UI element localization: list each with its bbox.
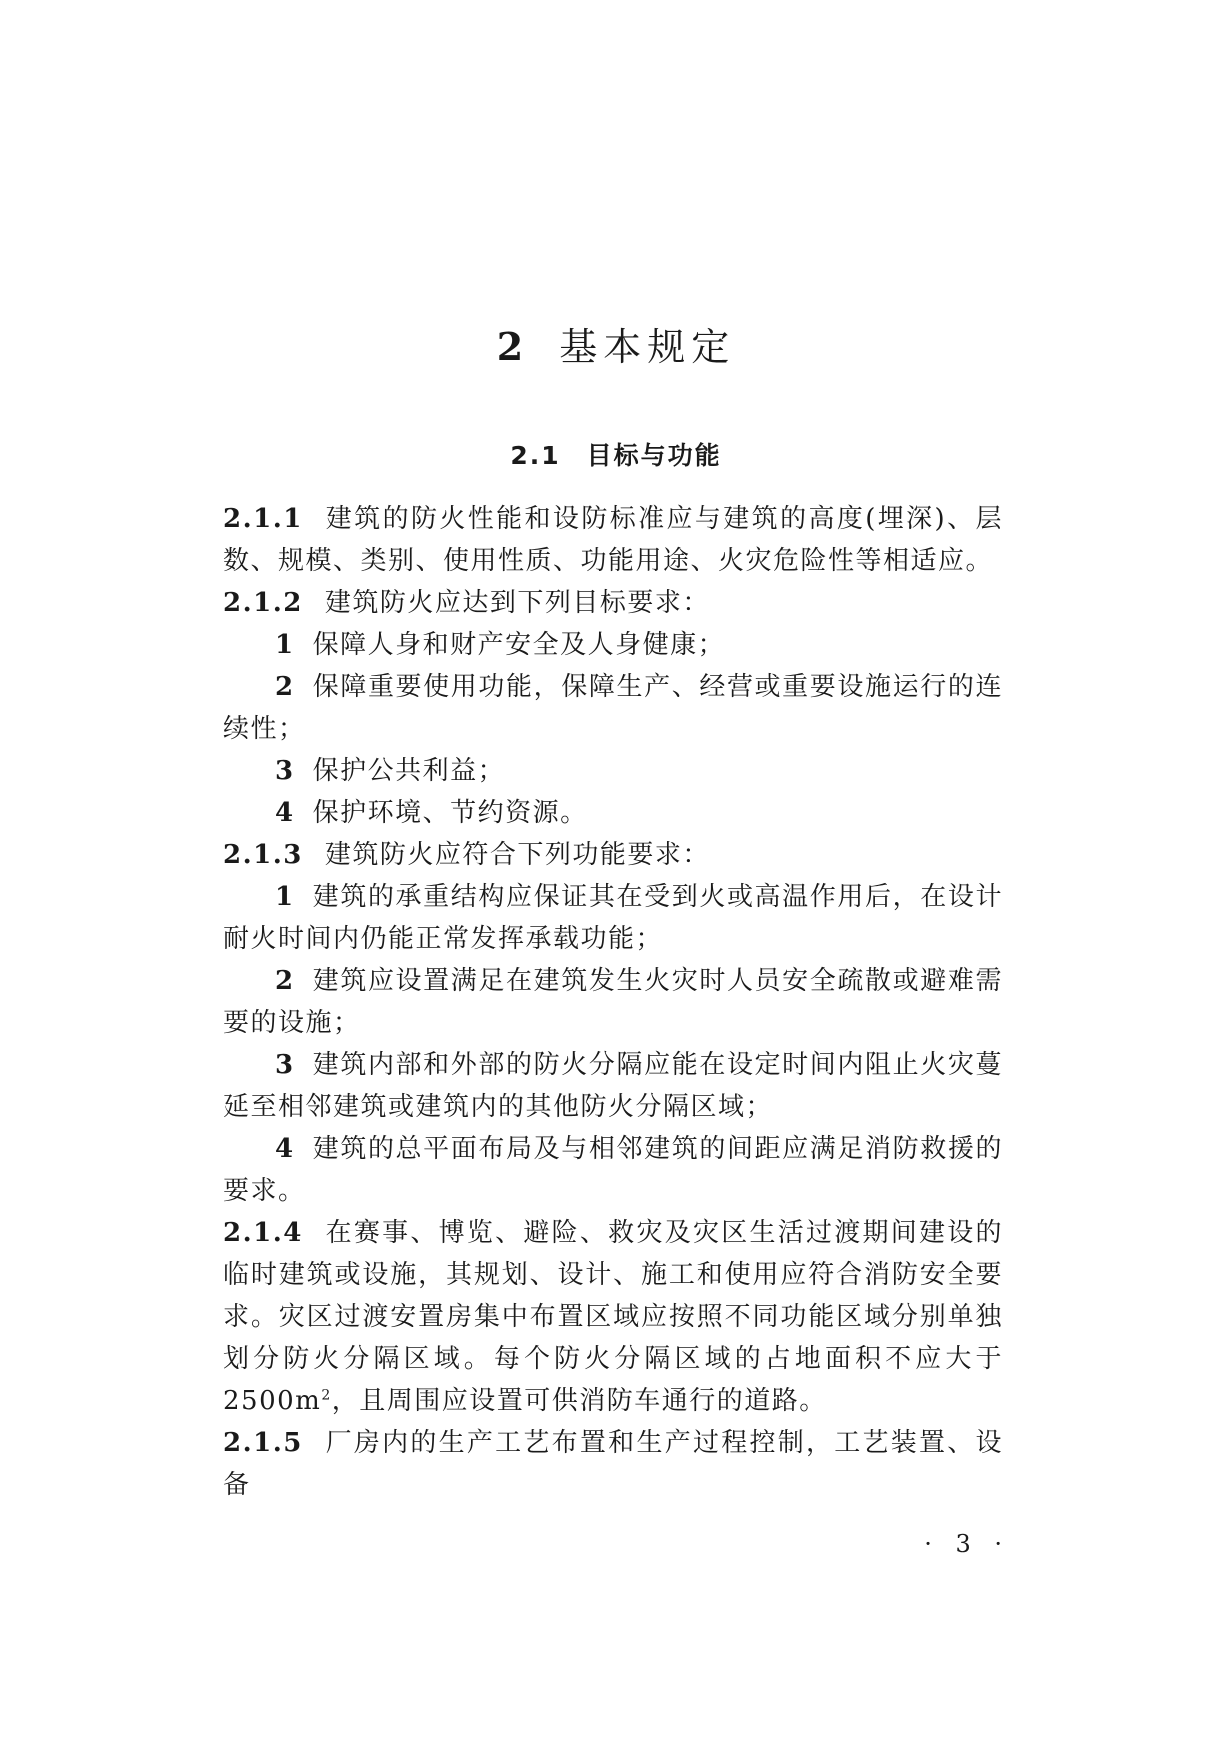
clause-number: 2.1.4: [223, 1218, 303, 1248]
clause-number: 2.1.1: [223, 504, 303, 534]
clause-text: 厂房内的生产工艺布置和生产过程控制，工艺装置、设备: [223, 1428, 1003, 1500]
clause-2-1-5: [223, 1422, 1003, 1506]
clause-item: [223, 666, 1003, 750]
item-number: 3: [275, 1050, 295, 1080]
section-title: [0, 436, 1232, 476]
clause-text: 建筑的防火性能和设防标准应与建筑的高度(埋深)、层数、规模、类别、使用性质、功能用途、火灾危险性等相适应。: [223, 504, 1003, 576]
item-number: 4: [275, 798, 295, 828]
clause-item: [223, 960, 1003, 1044]
item-text: 建筑的承重结构应保证其在受到火或高温作用后，在设计耐火时间内仍能正常发挥承载功能；: [223, 882, 1003, 954]
clause-text: 建筑防火应符合下列功能要求：: [324, 840, 710, 870]
section-number: 2.1: [510, 441, 561, 470]
item-number: 3: [275, 756, 295, 786]
item-text: 建筑的总平面布局及与相邻建筑的间距应满足消防救援的要求。: [223, 1134, 1003, 1206]
clause-item: [223, 792, 1003, 834]
clause-text-part-b: ，且周围应设置可供消防车通行的道路。: [331, 1386, 827, 1416]
clause-item: [223, 876, 1003, 960]
clause-text-part-a: 在赛事、博览、避险、救灾及灾区生活过渡期间建设的临时建筑或设施，其规划、设计、施工和使用应符合消防安全要求。灾区过渡安置房集中布置区域应按照不同功能区域分别单独划分防火分隔区域。每个防火分隔区域的占地面积不应大于 2500m: [223, 1218, 1003, 1416]
chapter-number: 2: [496, 324, 530, 369]
clause-number: 2.1.5: [223, 1428, 303, 1458]
item-number: 1: [275, 630, 295, 660]
item-text: 保障重要使用功能，保障生产、经营或重要设施运行的连续性；: [223, 672, 1003, 744]
item-text: 保护公共利益；: [312, 756, 506, 786]
item-text: 建筑内部和外部的防火分隔应能在设定时间内阻止火灾蔓延至相邻建筑或建筑内的其他防火分隔区域；: [223, 1050, 1003, 1122]
clause-item: [223, 624, 1003, 666]
item-number: 1: [275, 882, 295, 912]
body-text: [223, 498, 1003, 1506]
chapter-title-text: 基本规定: [559, 325, 736, 369]
item-number: 4: [275, 1134, 295, 1164]
clause-2-1-1: [223, 498, 1003, 582]
item-text: 建筑应设置满足在建筑发生火灾时人员安全疏散或避难需要的设施；: [223, 966, 1003, 1038]
clause-item: [223, 1128, 1003, 1212]
clause-item: [223, 750, 1003, 792]
item-text: 保护环境、节约资源。: [312, 798, 588, 828]
superscript: 2: [321, 1387, 332, 1404]
item-number: 2: [275, 966, 295, 996]
clause-2-1-3: [223, 834, 1003, 876]
section-title-text: 目标与功能: [586, 441, 722, 470]
item-text: 保障人身和财产安全及人身健康；: [312, 630, 726, 660]
clause-text: 建筑防火应达到下列目标要求：: [324, 588, 710, 618]
item-number: 2: [275, 672, 295, 702]
clause-item: [223, 1044, 1003, 1128]
chapter-title: [0, 322, 1232, 372]
clause-number: 2.1.3: [223, 840, 303, 870]
clause-2-1-4: [223, 1212, 1003, 1422]
page-number: · 3 ·: [924, 1530, 1010, 1558]
clause-2-1-2: [223, 582, 1003, 624]
clause-number: 2.1.2: [223, 588, 303, 618]
